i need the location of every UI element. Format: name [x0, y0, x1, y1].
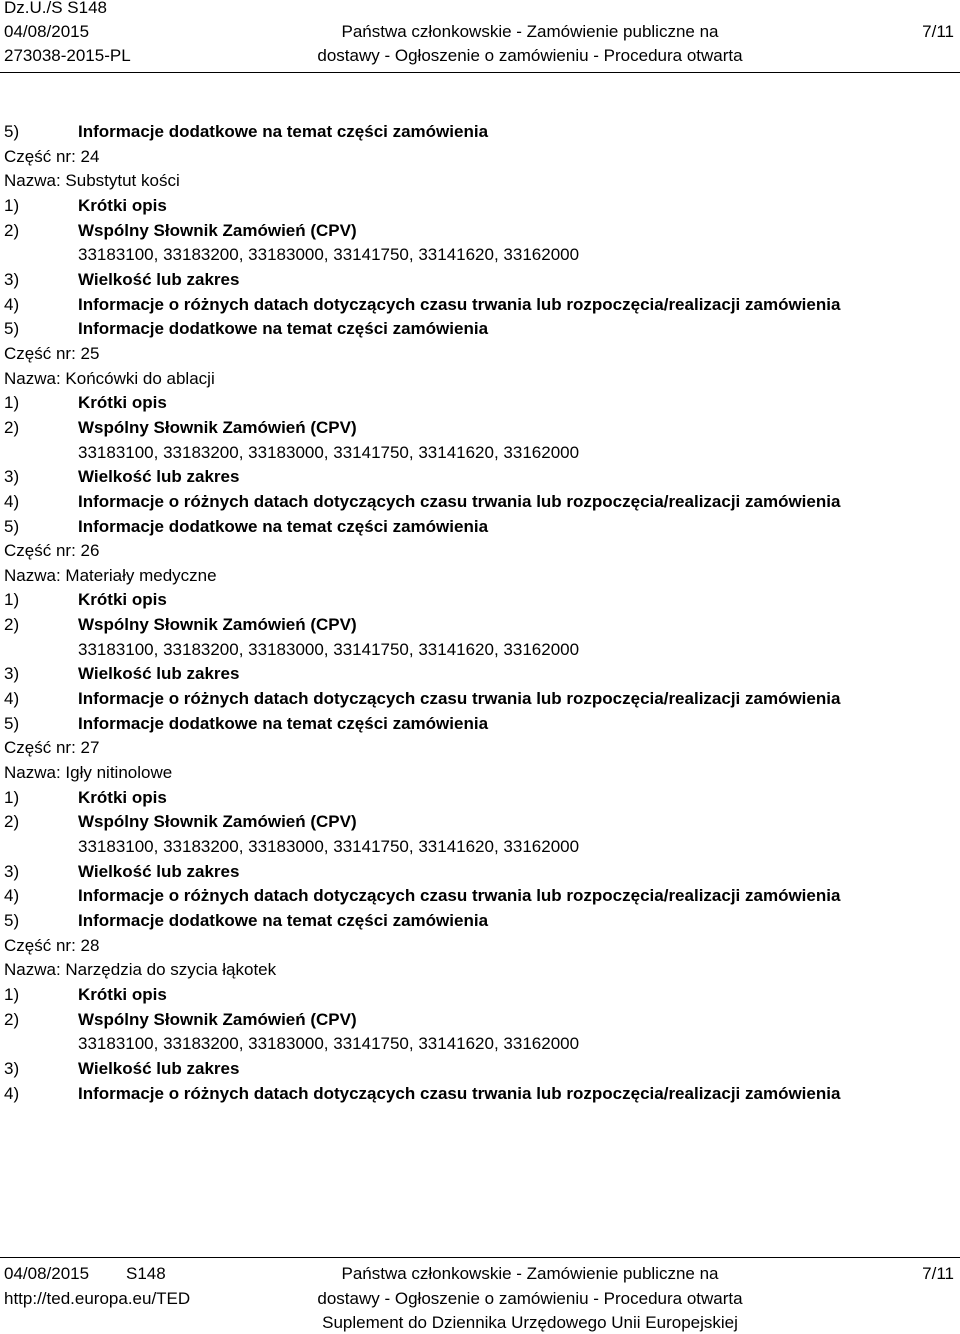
item-number: 2) — [4, 417, 20, 437]
item-number: 5) — [4, 713, 20, 733]
item-heading: Informacje dodatkowe na temat części zamówienia — [78, 516, 489, 536]
item-heading: Wielkość lub zakres — [78, 664, 240, 684]
cpv-code-list: 33183100, 33183200, 33183000, 33141750, 33141620, 33162000 — [78, 639, 580, 659]
cpv-code-list: 33183100, 33183200, 33183000, 33141750, 33141620, 33162000 — [78, 245, 580, 265]
cpv-codes — [4, 638, 954, 663]
item-number: 5) — [4, 122, 20, 141]
item-number: 4) — [4, 689, 20, 709]
section-item — [4, 662, 954, 687]
part-name: Nazwa: Igły nitinolowe — [4, 763, 173, 783]
item-heading: Informacje dodatkowe na temat części zamówienia — [78, 122, 489, 141]
item-number: 3) — [4, 1058, 20, 1078]
item-heading: Informacje o różnych datach dotyczących czasu trwania lub rozpoczęcia/realizacji zamówienia — [78, 294, 841, 314]
part-number: Część nr: 26 — [4, 541, 100, 561]
item-number: 3) — [4, 861, 20, 881]
notice-ref: 273038-2015-PL — [4, 46, 131, 65]
section-item — [4, 1057, 954, 1082]
item-heading: Informacje o różnych datach dotyczących czasu trwania lub rozpoczęcia/realizacji zamówienia — [78, 1083, 841, 1103]
item-number: 5) — [4, 516, 20, 536]
section-item — [4, 317, 954, 342]
header-page-number: 7/11 — [922, 22, 954, 41]
item-heading: Wielkość lub zakres — [78, 1058, 240, 1078]
item-heading: Informacje o różnych datach dotyczących czasu trwania lub rozpoczęcia/realizacji zamówienia — [78, 491, 841, 511]
item-heading: Wspólny Słownik Zamówień (CPV) — [78, 1009, 357, 1029]
item-heading: Informacje o różnych datach dotyczących czasu trwania lub rozpoczęcia/realizacji zamówienia — [78, 886, 841, 906]
item-heading: Krótki opis — [78, 590, 167, 610]
header-title-line1: Państwa członkowskie - Zamówienie publiczne na — [341, 22, 719, 41]
cpv-codes — [4, 441, 954, 466]
item-number: 5) — [4, 911, 20, 930]
item-number: 4) — [4, 1083, 20, 1103]
footer-series: S148 — [126, 1264, 166, 1283]
header-divider — [0, 72, 960, 73]
item-number: 1) — [4, 393, 20, 413]
section-item — [4, 687, 954, 712]
item-number: 1) — [4, 590, 20, 610]
item-heading: Wielkość lub zakres — [78, 861, 240, 881]
footer-title-line1: Państwa członkowskie - Zamówienie publiczne na — [341, 1264, 719, 1283]
section-item — [4, 909, 954, 934]
section-item — [4, 860, 954, 885]
item-number: 4) — [4, 294, 20, 314]
part-number: Część nr: 24 — [4, 146, 100, 166]
footer-divider — [0, 1257, 960, 1258]
section-item — [4, 884, 954, 909]
footer-title-line2: dostawy - Ogłoszenie o zamówieniu - Procedura otwarta — [317, 1289, 743, 1308]
part-name: Nazwa: Substytut kości — [4, 171, 180, 191]
item-number: 2) — [4, 615, 20, 635]
item-heading: Wspólny Słownik Zamówień (CPV) — [78, 615, 357, 635]
part-name: Nazwa: Końcówki do ablacji — [4, 368, 215, 388]
section-item — [4, 490, 954, 515]
item-number: 5) — [4, 319, 20, 339]
header-title-line2: dostawy - Ogłoszenie o zamówieniu - Procedura otwarta — [317, 46, 743, 65]
item-heading: Informacje dodatkowe na temat części zamówienia — [78, 911, 489, 930]
cpv-codes — [4, 1032, 954, 1057]
item-number: 2) — [4, 220, 20, 240]
item-heading: Informacje dodatkowe na temat części zamówienia — [78, 319, 489, 339]
item-number: 4) — [4, 491, 20, 511]
item-heading: Krótki opis — [78, 195, 167, 215]
cpv-codes — [4, 243, 954, 268]
notice-content — [4, 120, 954, 1106]
item-heading: Wspólny Słownik Zamówień (CPV) — [78, 220, 357, 240]
section-item — [4, 416, 954, 441]
item-number: 2) — [4, 812, 20, 832]
section-item — [4, 588, 954, 613]
item-heading: Krótki opis — [78, 787, 167, 807]
section-item — [4, 712, 954, 737]
journal-ref: Dz.U./S S148 — [4, 0, 107, 17]
section-item — [4, 983, 954, 1008]
item-number: 4) — [4, 886, 20, 906]
item-heading: Informacje o różnych datach dotyczących czasu trwania lub rozpoczęcia/realizacji zamówienia — [78, 689, 841, 709]
section-item — [4, 219, 954, 244]
item-heading: Informacje dodatkowe na temat części zamówienia — [78, 713, 489, 733]
item-heading: Krótki opis — [78, 393, 167, 413]
part-name: Nazwa: Materiały medyczne — [4, 565, 217, 585]
section-item — [4, 268, 954, 293]
item-number: 3) — [4, 664, 20, 684]
section-item — [4, 810, 954, 835]
section-item — [4, 1008, 954, 1033]
footer-url: http://ted.europa.eu/TED — [4, 1289, 191, 1308]
section-item — [4, 293, 954, 318]
header-date: 04/08/2015 — [4, 22, 90, 41]
item-number: 3) — [4, 467, 20, 487]
section-item — [4, 391, 954, 416]
item-heading: Krótki opis — [78, 984, 167, 1004]
item-heading: Wspólny Słownik Zamówień (CPV) — [78, 417, 357, 437]
section-item — [4, 786, 954, 811]
item-number: 1) — [4, 984, 20, 1004]
cpv-code-list: 33183100, 33183200, 33183000, 33141750, 33141620, 33162000 — [78, 1034, 580, 1054]
item-heading: Wspólny Słownik Zamówień (CPV) — [78, 812, 357, 832]
cpv-code-list: 33183100, 33183200, 33183000, 33141750, 33141620, 33162000 — [78, 837, 580, 857]
item-number: 3) — [4, 269, 20, 289]
item-number: 2) — [4, 1009, 20, 1029]
section-item — [4, 465, 954, 490]
part-number: Część nr: 25 — [4, 343, 100, 363]
section-item — [4, 194, 954, 219]
part-number: Część nr: 27 — [4, 738, 100, 758]
item-heading: Wielkość lub zakres — [78, 467, 240, 487]
section-item — [4, 515, 954, 540]
cpv-codes — [4, 835, 954, 860]
item-heading: Wielkość lub zakres — [78, 269, 240, 289]
footer-page-number: 7/11 — [922, 1264, 954, 1283]
section-item — [4, 1082, 954, 1107]
section-item — [4, 613, 954, 638]
cpv-code-list: 33183100, 33183200, 33183000, 33141750, 33141620, 33162000 — [78, 442, 580, 462]
section-item — [4, 120, 954, 145]
part-name: Nazwa: Narzędzia do szycia łąkotek — [4, 960, 277, 980]
footer-title-line3: Suplement do Dziennika Urzędowego Unii Europejskiej — [322, 1313, 738, 1332]
footer-date: 04/08/2015 — [4, 1264, 90, 1283]
part-number: Część nr: 28 — [4, 935, 100, 955]
item-number: 1) — [4, 787, 20, 807]
item-number: 1) — [4, 195, 20, 215]
